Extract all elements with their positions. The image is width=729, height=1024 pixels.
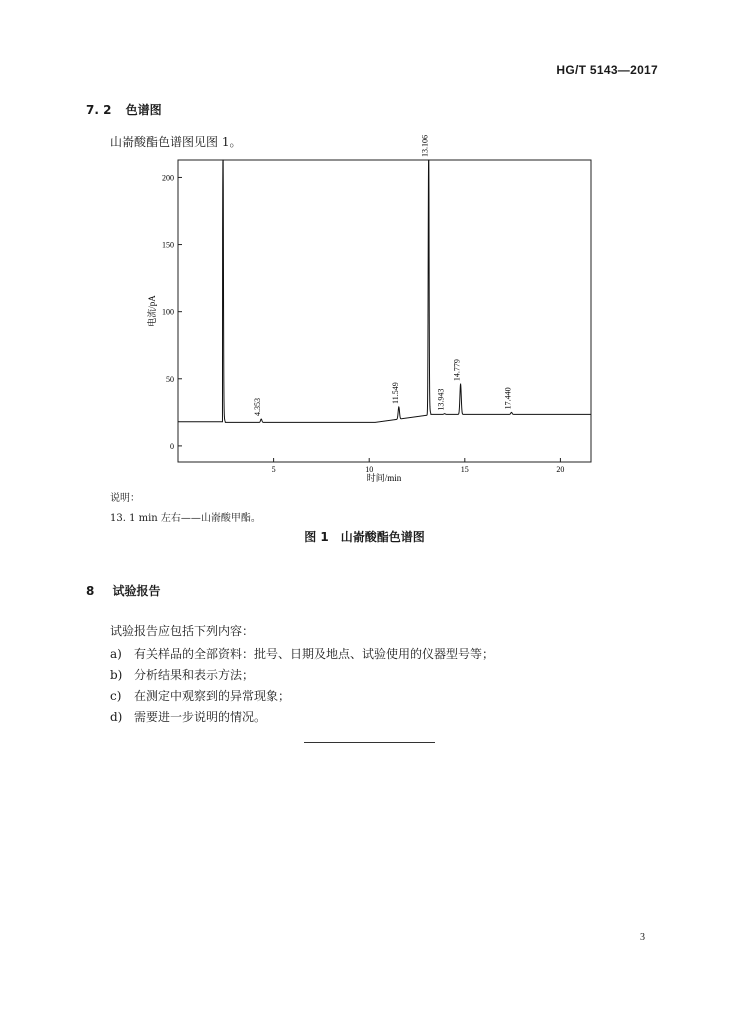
- y-tick-label: 150: [162, 240, 174, 250]
- y-axis-label: 电流/pA: [147, 295, 157, 327]
- chromatogram-trace: [178, 160, 591, 422]
- x-tick-label: 5: [271, 465, 276, 474]
- y-tick-label: 0: [170, 441, 174, 451]
- list-marker: d): [110, 710, 123, 724]
- list-text: 在测定中观察到的异常现象；: [134, 689, 291, 703]
- section-title: 色谱图: [125, 103, 162, 117]
- peak-label: 11.549: [390, 382, 400, 404]
- list-item: [110, 708, 266, 725]
- peak-label: 4.353: [253, 398, 263, 417]
- list-text: 需要进一步说明的情况。: [134, 710, 267, 724]
- x-tick-label: 10: [365, 465, 374, 474]
- page-number: 3: [640, 932, 645, 943]
- figure-number: 图 1: [304, 530, 329, 544]
- standard-code: HG/T 5143—2017: [556, 63, 658, 77]
- report-intro-text: 试验报告应包括下列内容：: [110, 624, 255, 638]
- section-8-heading: [86, 582, 161, 599]
- section-title: 试验报告: [112, 584, 161, 598]
- list-marker: b): [110, 668, 123, 682]
- y-tick-label: 200: [162, 173, 174, 183]
- y-tick-label: 100: [162, 307, 174, 317]
- peak-label: 13.106: [420, 135, 430, 157]
- peak-label: 17.440: [503, 387, 513, 410]
- x-axis-label: 时间/min: [366, 473, 402, 483]
- list-marker: a): [110, 647, 122, 661]
- figure-title: 山嵛酸酯色谱图: [340, 530, 425, 544]
- chromatogram-chart: [0, 0, 729, 500]
- y-tick-label: 50: [166, 374, 174, 384]
- x-tick-label: 20: [556, 465, 565, 474]
- section-number: 7. 2: [86, 103, 112, 117]
- plot-frame: [178, 160, 591, 462]
- x-tick-label: 15: [460, 465, 469, 474]
- peak-label: 13.943: [436, 388, 446, 411]
- list-item: [110, 666, 254, 683]
- figure-note-label: 说明：: [110, 493, 140, 504]
- figure-caption: [0, 528, 729, 545]
- peak-label: 14.779: [452, 359, 462, 382]
- end-of-document-rule: [304, 742, 435, 743]
- list-item: [110, 645, 494, 662]
- section-intro-text: 山嵛酸酯色谱图见图 1。: [110, 135, 242, 149]
- list-marker: c): [110, 689, 122, 703]
- section-number: 8: [86, 584, 95, 598]
- list-text: 分析结果和表示方法；: [134, 668, 255, 682]
- list-item: [110, 687, 290, 704]
- list-text: 有关样品的全部资料：批号、日期及地点、试验使用的仪器型号等；: [134, 647, 495, 661]
- figure-note-text: 13. 1 min 左右——山嵛酸甲酯。: [110, 513, 261, 524]
